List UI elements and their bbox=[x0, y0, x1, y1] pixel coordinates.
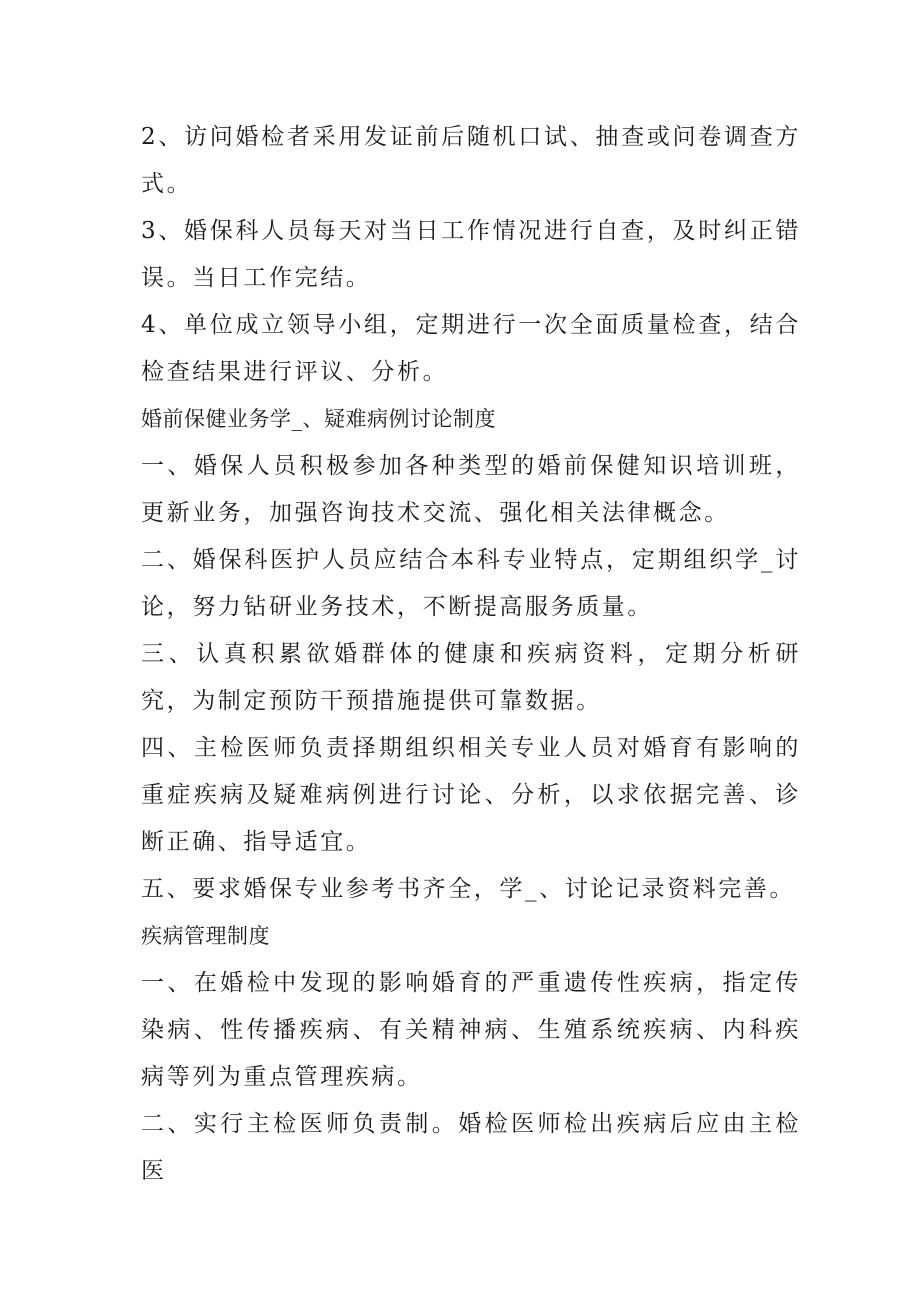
paragraph-item-2-interview: 2、访问婚检者采用发证前后随机口试、抽查或问卷调查方式。 bbox=[141, 124, 801, 197]
paragraph-item-five-references: 五、要求婚保专业参考书齐全，学_、讨论记录资料完善。 bbox=[141, 876, 796, 902]
paragraph-item-one-key-diseases: 一、在婚检中发现的影响婚育的严重遗传性疾病，指定传染病、性传播疾病、有关精神病、生殖系统疾病、内科疾病等列为重点管理疾病。 bbox=[141, 970, 801, 1090]
paragraph-item-4-quality-inspection: 4、单位成立领导小组，定期进行一次全面质量检查，结合检查结果进行评议、分析。 bbox=[141, 312, 801, 385]
section-heading-study-discussion: 婚前保健业务学_、疑难病例讨论制度 bbox=[141, 407, 496, 431]
section-heading-disease-management: 疾病管理制度 bbox=[141, 924, 270, 948]
paragraph-item-one-training: 一、婚保人员积极参加各种类型的婚前保健知识培训班，更新业务，加强咨询技术交流、强化相关法律概念。 bbox=[141, 453, 801, 526]
paragraph-item-3-self-check: 3、婚保科人员每天对当日工作情况进行自查，及时纠正错误。当日工作完结。 bbox=[141, 218, 801, 291]
paragraph-item-four-case-discussion: 四、主检医师负责择期组织相关专业人员对婚育有影响的重症疾病及疑难病例进行讨论、分析，以求依据完善、诊断正确、指导适宜。 bbox=[141, 735, 801, 855]
document-body bbox=[141, 114, 801, 1195]
paragraph-item-two-study: 二、婚保科医护人员应结合本科专业特点，定期组织学_讨论，努力钻研业务技术，不断提高服务质量。 bbox=[141, 547, 801, 620]
paragraph-item-two-responsibility: 二、实行主检医师负责制。婚检医师检出疾病后应由主检医 bbox=[141, 1111, 801, 1184]
paragraph-item-three-data: 三、认真积累欲婚群体的健康和疾病资料，定期分析研究，为制定预防干预措施提供可靠数据。 bbox=[141, 641, 801, 714]
